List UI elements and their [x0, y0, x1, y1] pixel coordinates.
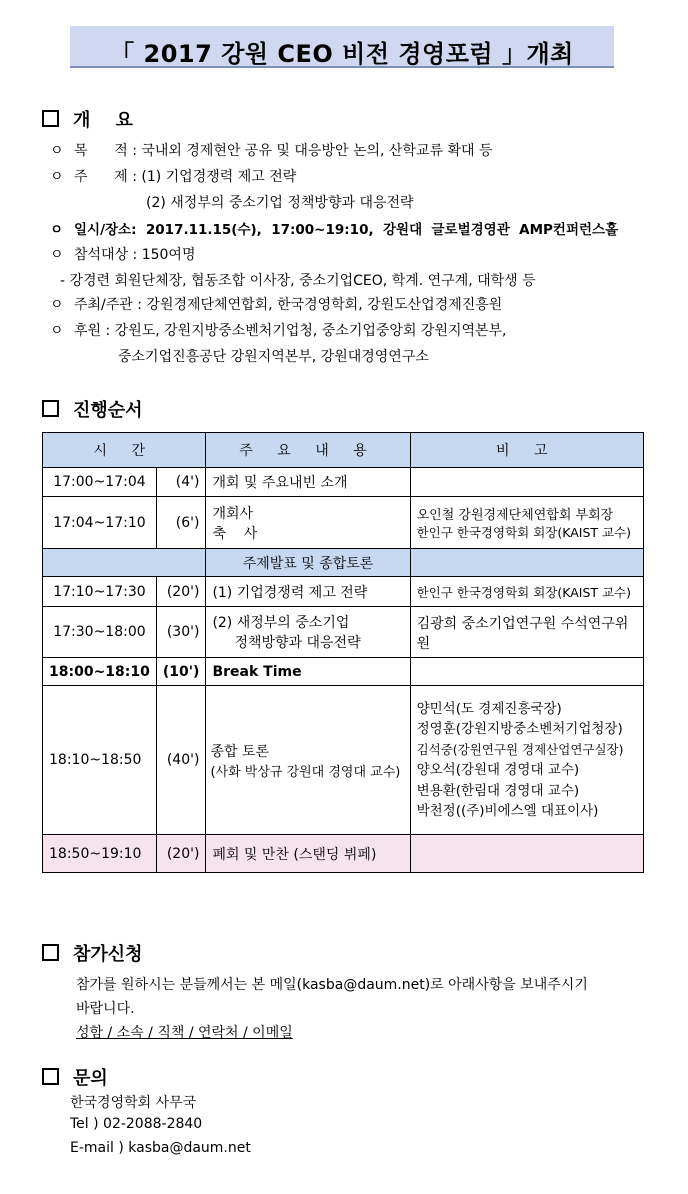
header-note: 비 고 — [410, 433, 643, 468]
schedule-table — [42, 432, 644, 873]
square-bullet-icon — [42, 400, 59, 417]
registration-heading: 참가신청 — [42, 940, 143, 966]
square-bullet-icon — [42, 944, 59, 961]
registration-text-2: 바랍니다. — [76, 1001, 135, 1017]
circle-bullet-icon: ㅇ — [50, 143, 64, 159]
overview-item-purpose: ㅇ 목 적 : 국내외 경제현안 공유 및 대응방안 논의, 산학교류 확대 등 — [50, 140, 492, 160]
circle-bullet-icon: ㅇ — [50, 297, 64, 313]
title-banner — [70, 26, 614, 68]
overview-item-attendees-detail: - 강경련 회원단체장, 협동조합 이사장, 중소기업CEO, 학계. 연구계, 대학생 등 — [60, 273, 536, 289]
contact-office: 한국경영학회 사무국 — [70, 1095, 197, 1111]
square-bullet-icon — [42, 1068, 59, 1085]
table-row: 18:50~19:10 (20') 폐회 및 만찬 (스탠딩 뷔페) — [43, 835, 644, 873]
circle-bullet-icon: ㅇ — [50, 169, 64, 185]
table-row: 17:30~18:00 (30') (2) 새정부의 중소기업 정책방향과 대응전략 김광희 중소기업연구원 수석연구위원 — [43, 607, 644, 658]
contact-heading: 문의 — [42, 1064, 108, 1090]
circle-bullet-icon: ㅇ — [50, 323, 64, 339]
overview-item-sponsor-2: 중소기업진흥공단 강원지역본부, 강원대경영연구소 — [118, 349, 429, 365]
square-bullet-icon — [42, 110, 59, 127]
table-row: 17:00~17:04 (4') 개회 및 주요내빈 소개 — [43, 468, 644, 497]
overview-item-sponsor: ㅇ 후원 : 강원도, 강원지방중소벤처기업청, 중소기업중앙회 강원지역본부, — [50, 320, 507, 340]
document-title: 「 2017 강원 CEO 비전 경영포럼 」개최 — [110, 40, 574, 68]
header-content: 주 요 내 용 — [206, 433, 410, 468]
overview-heading: 개 요 — [42, 106, 133, 132]
header-time: 시 간 — [43, 433, 206, 468]
contact-email: E-mail ) kasba@daum.net — [70, 1140, 251, 1156]
overview-item-topic: ㅇ 주 제 : (1) 기업경쟁력 제고 전략 — [50, 166, 296, 186]
table-header-row — [43, 433, 644, 468]
contact-tel: Tel ) 02-2088-2840 — [70, 1116, 203, 1132]
registration-text: 참가를 원하시는 분들께서는 본 메일(kasba@daum.net)로 아래사항을 보내주시기 — [76, 977, 588, 993]
registration-fields: 성함 / 소속 / 직책 / 연락처 / 이메일 — [76, 1025, 293, 1041]
circle-bullet-icon: ㅇ — [50, 247, 64, 263]
table-row: 18:00~18:10 (10') Break Time — [43, 658, 644, 686]
table-section-row: 주제발표 및 종합토론 — [43, 549, 644, 577]
schedule-heading: 진행순서 — [42, 396, 143, 422]
table-row: 17:10~17:30 (20') (1) 기업경쟁력 제고 전략 한인구 한국경영학회 회장(KAIST 교수) — [43, 577, 644, 607]
table-row: 18:10~18:50 (40') 종합 토론 (사화 박상규 강원대 경영대 교수) 양민석(도 경제진흥국장) 정영훈(강원지방중소벤처기업청장) 김석중(강원연구원 경제산업연구실장) 양오석(강원대 경영대 교수) 변용환(한림대 경영대 교수) 박천정((주)비에스엘 대표이사) — [43, 686, 644, 835]
overview-item-datetime: ㅇ 일시/장소: 2017.11.15(수), 17:00~19:10, 강원대 글로벌경영관 AMP컨퍼런스홀 — [50, 218, 618, 238]
overview-item-attendees: ㅇ 참석대상 : 150여명 — [50, 244, 195, 264]
circle-bullet-icon: ㅇ — [50, 222, 64, 238]
overview-item-topic-2: (2) 새정부의 중소기업 정책방향과 대응전략 — [146, 195, 414, 211]
table-row: 17:04~17:10 (6') 개회사 축 사 오인철 강원경제단체연합회 부회장 한인구 한국경영학회 회장(KAIST 교수) — [43, 497, 644, 549]
overview-item-host: ㅇ 주최/주관 : 강원경제단체연합회, 한국경영학회, 강원도산업경제진흥원 — [50, 294, 502, 314]
